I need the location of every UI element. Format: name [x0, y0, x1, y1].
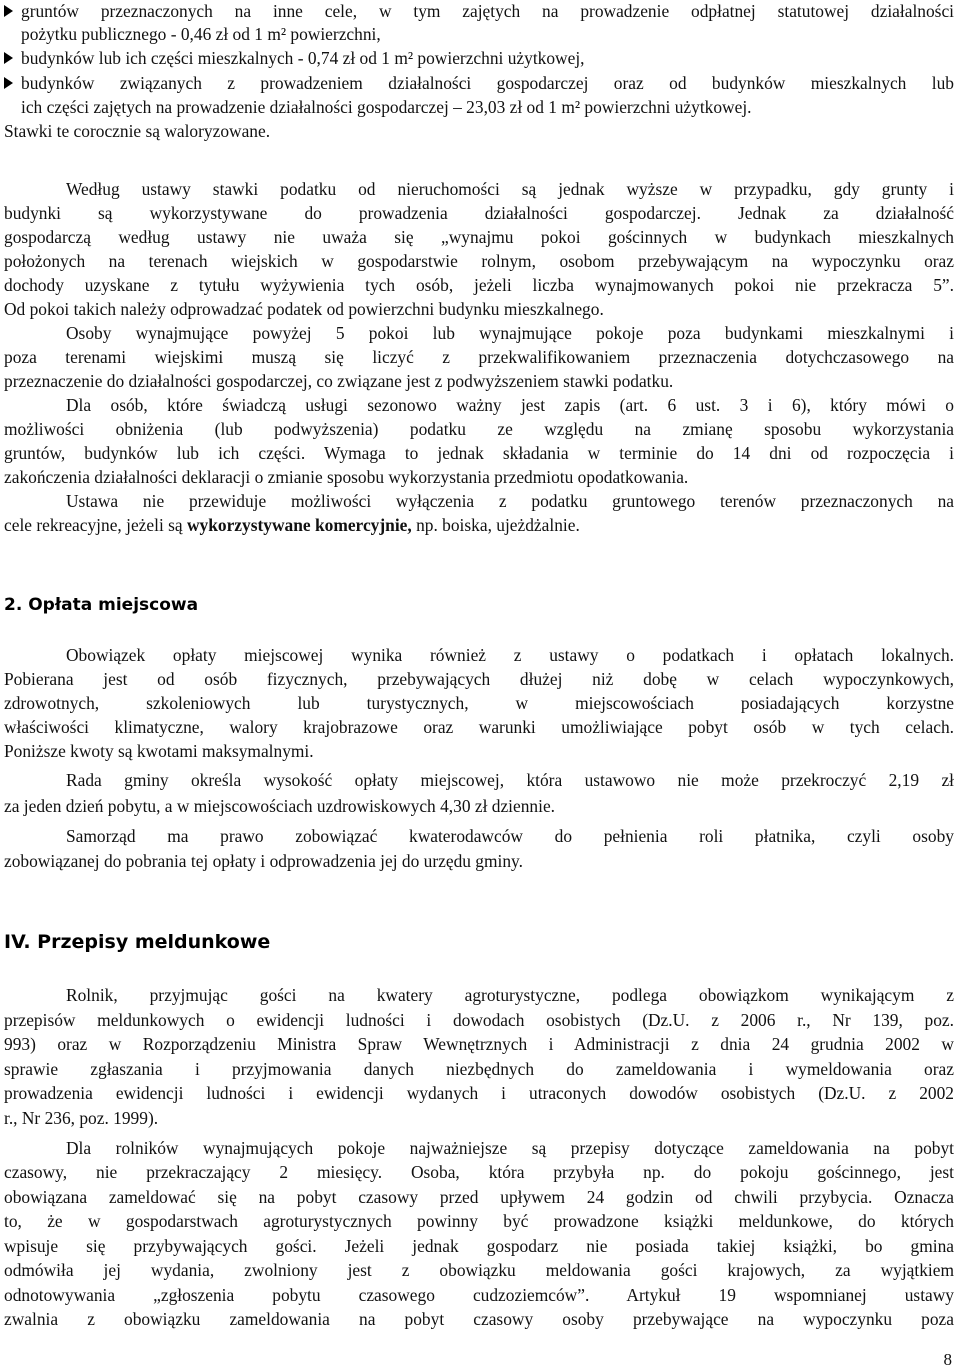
paragraph-line: Od pokoi takich należy odprowadzać podatek od powierzchni budynku mieszkalnego. — [4, 299, 604, 319]
paragraph-line: przepisów meldunkowych o ewidencji ludności i dowodach osobistych (Dz.U. z 2006 r., Nr 139, poz. — [4, 1010, 954, 1030]
list-item — [4, 72, 954, 94]
paragraph-line — [4, 514, 954, 536]
paragraph-line: budynki są wykorzystywane do prowadzenia działalności gospodarczej. Jednak za działalność — [4, 203, 954, 223]
paragraph-line: położonych na terenach wiejskich w gospodarstwie rolnym, osobom przebywającym na wypoczynku oraz — [4, 251, 954, 271]
paragraph-line: zobowiązanej do pobrania tej opłaty i odprowadzenia jej do urzędu gminy. — [4, 851, 523, 871]
paragraph-line: gruntów, budynków lub ich części. Wymaga to jednak składania w terminie do 14 dni od rozpoczęcia i — [4, 443, 954, 463]
paragraph-line: przeznaczenie do działalności gospodarczej, co związane jest z podwyższeniem stawki podatku. — [4, 371, 674, 391]
paragraph-line: Obowiązek opłaty miejscowej wynika również z ustawy o podatkach i opłatach lokalnych. — [66, 645, 954, 665]
paragraph-line: zakończenia działalności deklaracji o zmianie sposobu wykorzystania przedmiotu opodatkowania. — [4, 467, 689, 487]
paragraph-line: 993) oraz w Rozporządzeniu Ministra Spraw Wewnętrznych i Administracji z dnia 24 grudnia 2002 w — [4, 1034, 954, 1054]
list-item-text: pożytku publicznego - 0,46 zł od 1 m² powierzchni, — [21, 24, 381, 44]
list-item-text: ich części zajętych na prowadzenie działalności gospodarczej – 23,03 zł od 1 m² powierzchni użytkowej. — [21, 97, 752, 117]
text-line — [4, 120, 954, 142]
paragraph-line: Dla rolników wynajmujących pokoje najważniejsze są przepisy dotyczące zameldowania na pobyt — [66, 1138, 954, 1158]
list-item-continuation — [4, 23, 954, 45]
paragraph-line: Ustawa nie przewiduje możliwości wyłączenia z podatku gruntowego terenów przeznaczonych na — [66, 491, 954, 511]
paragraph-line: r., Nr 236, poz. 1999). — [4, 1108, 159, 1128]
list-item — [4, 0, 954, 22]
paragraph-line: zwalnia z obowiązku zameldowania na pobyt czasowy osoby przebywające na wypoczynku poza — [4, 1309, 954, 1329]
paragraph-line: za jeden dzień pobytu, a w miejscowościach uzdrowiskowych 4,30 zł dziennie. — [4, 796, 556, 816]
bullet-icon — [4, 5, 13, 17]
list-item — [4, 47, 954, 69]
paragraph-line: Poniższe kwoty są kwotami maksymalnymi. — [4, 741, 314, 761]
list-item-text: budynków lub ich części mieszkalnych - 0,74 zł od 1 m² powierzchni użytkowej, — [21, 48, 585, 68]
paragraph-line: prowadzenia ewidencji ludności i ewidencji wydanych i utraconych dowodów osobistych (Dz.U. z 2002 — [4, 1083, 954, 1103]
text-line-content: Stawki te corocznie są waloryzowane. — [4, 121, 271, 141]
paragraph-line: Pobierana jest od osób fizycznych, przebywających dłużej niż dobę w celach wypoczynkowych, — [4, 669, 954, 689]
paragraph-line: poza terenami wiejskimi muszą się liczyć z przekwalifikowaniem przeznaczenia dotychczasowego na — [4, 347, 954, 367]
paragraph-line: dochody uzyskane z tytułu wyżywienia tych osób, jeżeli liczba wynajmowanych pokoi nie przekracza 5”. — [4, 275, 954, 295]
paragraph-line: możliwości obniżenia (lub podwyższenia) podatku ze względu na zmianę sposobu wykorzystania — [4, 419, 954, 439]
paragraph-line: Według ustawy stawki podatku od nieruchomości są jednak wyższe w przypadku, gdy grunty i — [66, 179, 954, 199]
paragraph-line: Osoby wynajmujące powyżej 5 pokoi lub wynajmujące pokoje poza budynkami mieszkalnymi i — [66, 323, 954, 343]
section-heading: 2. Opłata miejscowa — [4, 595, 199, 615]
paragraph-line: odmówiła jej wydania, zwolniony jest z obowiązku meldowania gości krajowych, za wyjątkiem — [4, 1260, 954, 1280]
bold-text-run: wykorzystywane komercyjnie, — [186, 515, 412, 535]
paragraph-line: Rolnik, przyjmując gości na kwatery agroturystyczne, podlega obowiązkom wynikającym z — [66, 985, 954, 1005]
paragraph-line: wpisuje się przybywających gości. Jeżeli jednak gospodarz nie posiada takiej książki, bo gmina — [4, 1236, 954, 1256]
bullet-icon — [4, 77, 13, 89]
paragraph-line: właściwości klimatyczne, walory krajobrazowe oraz warunki umożliwiające pobyt osób w tych celach. — [4, 717, 954, 737]
paragraph-line: gospodarczą według ustawy nie uważa się „wynajmu pokoi gościnnych w budynkach mieszkalnych — [4, 227, 954, 247]
chapter-heading: IV. Przepisy meldunkowe — [4, 931, 271, 953]
list-item-text: budynków związanych z prowadzeniem działalności gospodarczej oraz od budynków mieszkalnych lub — [21, 73, 954, 93]
paragraph-line: odnotowywania „zgłoszenia pobytu czasowego cudzoziemców”. Artykuł 19 wspomnianej ustawy — [4, 1285, 954, 1305]
text-run: np. boiska, ujeżdżalnie. — [411, 515, 580, 535]
paragraph-line: zdrowotnych, szkoleniowych lub turystycznych, w miejscowościach posiadających korzystne — [4, 693, 954, 713]
list-item-continuation — [4, 96, 954, 118]
list-item-text: gruntów przeznaczonych na inne cele, w tym zajętych na prowadzenie odpłatnej statutowej działalności — [21, 1, 954, 21]
paragraph-line: obowiązana zameldować się na pobyt czasowy przed upływem 24 godzin od chwili przybycia. Oznacza — [4, 1187, 954, 1207]
page-number: 8 — [943, 1350, 952, 1369]
text-run: cele rekreacyjne, jeżeli są — [4, 515, 187, 535]
paragraph-line: Dla osób, które świadczą usługi sezonowo ważny jest zapis (art. 6 ust. 3 i 6), który mówi o — [66, 395, 954, 415]
paragraph-line: czasowy, nie przekraczający 2 miesięcy. Osoba, która przybyła np. do pokoju gościnnego, jest — [4, 1162, 954, 1182]
bullet-icon — [4, 52, 13, 64]
paragraph-line: Samorząd ma prawo zobowiązać kwaterodawców do pełnienia roli płatnika, czyli osoby — [66, 826, 954, 846]
paragraph-line: Rada gminy określa wysokość opłaty miejscowej, która ustawowo nie może przekroczyć 2,19 zł — [66, 770, 954, 790]
paragraph-line: sprawie zgłaszania i przyjmowania danych niezbędnych do zameldowania i wymeldowania oraz — [4, 1059, 954, 1079]
paragraph-line: to, że w gospodarstwach agroturystycznych powinny być prowadzone książki meldunkowe, do których — [4, 1211, 954, 1231]
